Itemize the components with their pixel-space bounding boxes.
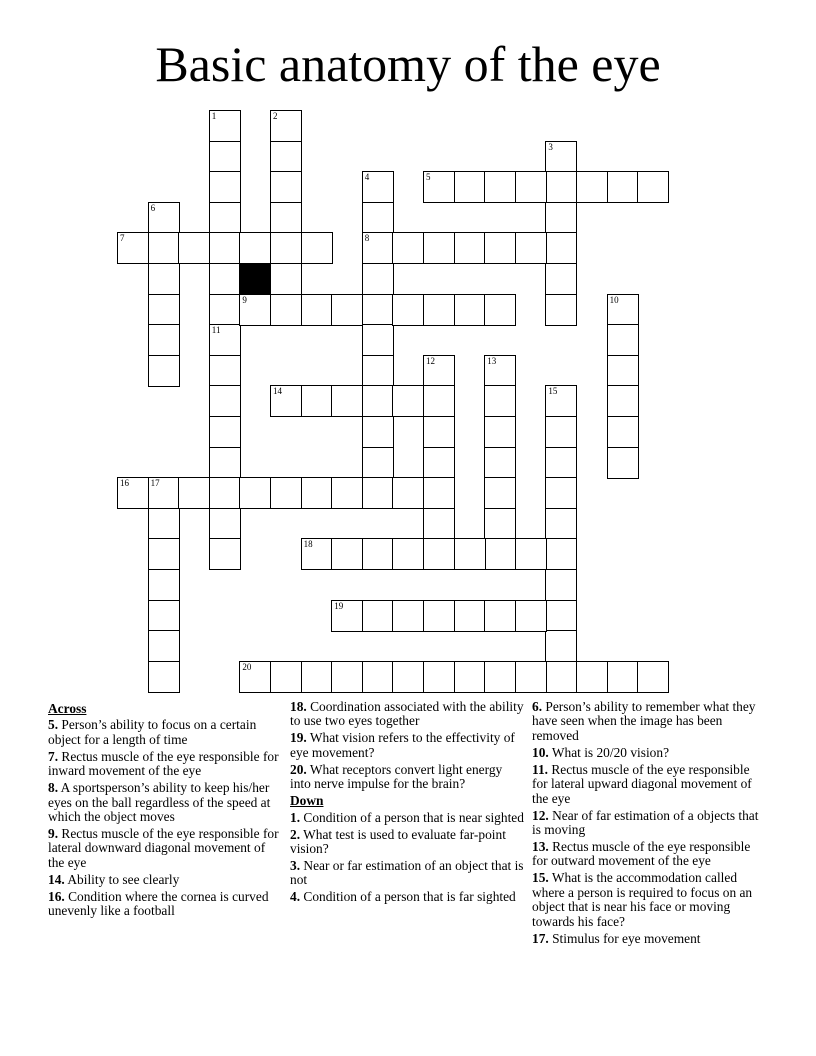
clue-number: 4. — [290, 889, 301, 905]
grid-cell[interactable] — [607, 416, 639, 448]
grid-cell[interactable] — [484, 508, 516, 540]
grid-cell[interactable] — [148, 355, 180, 387]
clue-number: 16. — [48, 888, 65, 904]
clue-text: Coordination associated with the ability to use two eyes together — [290, 699, 524, 729]
grid-cell[interactable] — [454, 232, 486, 264]
clue-item — [48, 781, 280, 824]
clue-text: Condition of a person that is far sighted — [300, 889, 516, 905]
clue-number: 6. — [532, 699, 543, 714]
grid-cell[interactable] — [209, 263, 241, 295]
grid-cell[interactable] — [545, 416, 577, 448]
grid-cell[interactable] — [148, 630, 180, 662]
clue-text: What is 20/20 vision? — [548, 744, 670, 760]
grid-cell[interactable] — [454, 171, 486, 203]
clue-text: What receptors convert light energy into nerve impulse for the brain? — [290, 761, 503, 792]
clue-item — [290, 763, 524, 792]
grid-cell[interactable] — [545, 630, 577, 662]
grid-cell[interactable] — [362, 171, 394, 203]
grid-cell[interactable] — [270, 141, 302, 173]
grid-cell[interactable] — [270, 263, 302, 295]
grid-cell[interactable] — [484, 416, 516, 448]
grid-cell[interactable] — [362, 416, 394, 448]
clue-number: 17. — [532, 930, 549, 946]
grid-cell[interactable] — [484, 538, 516, 570]
clue-number: 2. — [290, 826, 301, 842]
grid-cell[interactable] — [515, 232, 547, 264]
grid-cell[interactable] — [545, 141, 577, 173]
grid-cell[interactable] — [484, 385, 516, 417]
grid-cell[interactable] — [209, 141, 241, 173]
clue-number-label: 11 — [211, 325, 221, 336]
clue-text: Rectus muscle of the eye responsible for inward movement of the eye — [48, 748, 279, 779]
grid-cell[interactable] — [148, 294, 180, 326]
clue-number: 20. — [290, 761, 307, 777]
clue-item — [290, 859, 524, 888]
grid-cell[interactable] — [545, 447, 577, 479]
grid-cell[interactable] — [209, 324, 241, 356]
grid-cell[interactable] — [637, 661, 669, 693]
clue-column-1 — [48, 700, 280, 921]
clue-number: 14. — [48, 871, 65, 887]
clue-item — [48, 827, 280, 870]
clue-text: A sportsperson’s ability to keep his/her eyes on the ball regardless of the speed at which the object moves — [48, 780, 271, 825]
grid-cell[interactable] — [392, 600, 424, 632]
grid-cell[interactable] — [607, 324, 639, 356]
clue-number-label: 4 — [364, 172, 370, 183]
clue-item — [290, 890, 524, 904]
clue-text: Person’s ability to remember what they have seen when the image has been removed — [532, 699, 756, 743]
blocked-cell — [239, 263, 271, 295]
grid-cell[interactable] — [454, 661, 486, 693]
clue-number-label: 10 — [609, 294, 619, 305]
grid-cell[interactable] — [362, 232, 394, 264]
grid-cell[interactable] — [362, 294, 394, 326]
grid-cell[interactable] — [423, 294, 455, 326]
grid-cell[interactable] — [545, 477, 577, 509]
grid-cell[interactable] — [484, 232, 516, 264]
clue-number-label: 14 — [273, 386, 282, 397]
grid-cell[interactable] — [545, 294, 577, 326]
grid-cell[interactable] — [239, 477, 271, 509]
grid-cell[interactable] — [209, 202, 241, 234]
clue-number-label: 15 — [548, 386, 558, 397]
grid-cell[interactable] — [148, 232, 180, 264]
grid-cell[interactable] — [362, 477, 394, 509]
grid-cell[interactable] — [362, 385, 394, 417]
clue-column-2 — [290, 700, 524, 907]
grid-cell[interactable] — [270, 385, 302, 417]
grid-cell[interactable] — [484, 171, 516, 203]
grid-cell[interactable] — [270, 661, 302, 693]
grid-cell[interactable] — [545, 202, 577, 234]
grid-cell[interactable] — [270, 477, 302, 509]
clue-item — [48, 873, 280, 887]
grid-cell[interactable] — [484, 661, 516, 693]
clue-item — [532, 746, 768, 760]
clue-text: What vision refers to the effectivity of eye movement? — [290, 730, 515, 760]
grid-cell[interactable] — [362, 661, 394, 693]
grid-cell[interactable] — [178, 232, 210, 264]
grid-cell[interactable] — [301, 385, 333, 417]
down-heading: Down — [290, 793, 324, 809]
grid-cell[interactable] — [209, 110, 241, 142]
grid-cell[interactable] — [607, 355, 639, 387]
grid-cell[interactable] — [209, 538, 241, 570]
clue-text: Near of far estimation of a objects that is moving — [532, 807, 759, 838]
clue-number-label: 2 — [273, 111, 278, 121]
clue-item — [532, 840, 768, 869]
grid-cell[interactable] — [545, 569, 577, 601]
grid-cell[interactable] — [362, 324, 394, 356]
clue-item — [532, 932, 768, 946]
grid-cell[interactable] — [607, 294, 639, 326]
grid-cell[interactable] — [270, 202, 302, 234]
clue-item — [290, 731, 524, 760]
clue-number-label: 18 — [303, 539, 313, 550]
grid-cell[interactable] — [423, 385, 455, 417]
grid-cell[interactable] — [515, 538, 547, 570]
clue-number-label: 20 — [242, 661, 252, 672]
grid-cell[interactable] — [392, 538, 424, 570]
clue-number: 7. — [48, 748, 59, 764]
grid-cell[interactable] — [423, 447, 455, 479]
grid-cell[interactable] — [484, 294, 516, 326]
grid-cell[interactable] — [454, 294, 486, 326]
grid-cell[interactable] — [545, 508, 577, 540]
grid-cell[interactable] — [362, 355, 394, 387]
clue-item — [532, 809, 768, 838]
grid-cell[interactable] — [392, 232, 424, 264]
grid-cell[interactable] — [484, 447, 516, 479]
clue-text: Rectus muscle of the eye responsible for outward movement of the eye — [532, 839, 751, 869]
clue-number-label: 17 — [150, 478, 160, 489]
grid-cell[interactable] — [454, 538, 486, 570]
clue-item — [290, 828, 524, 857]
grid-cell[interactable] — [362, 263, 394, 295]
clue-text: Person’s ability to focus on a certain object for a length of time — [48, 717, 257, 747]
grid-cell[interactable] — [331, 477, 363, 509]
clue-number: 19. — [290, 730, 307, 746]
grid-cell[interactable] — [209, 171, 241, 203]
grid-cell[interactable] — [239, 232, 271, 264]
clue-text: Condition where the cornea is curved unevenly like a football — [48, 888, 269, 919]
clue-text: Rectus muscle of the eye responsible for lateral downward diagonal movement of the eye — [48, 826, 279, 870]
clue-item — [290, 811, 524, 825]
grid-cell[interactable] — [484, 477, 516, 509]
grid-cell[interactable] — [117, 232, 149, 264]
grid-cell[interactable] — [515, 600, 547, 632]
clue-number: 11. — [532, 761, 548, 777]
grid-cell[interactable] — [545, 232, 577, 264]
grid-cell[interactable] — [423, 477, 455, 509]
page-title: Basic anatomy of the eye — [155, 36, 661, 92]
grid-cell[interactable] — [209, 477, 241, 509]
grid-cell[interactable] — [270, 171, 302, 203]
grid-cell[interactable] — [148, 324, 180, 356]
grid-cell[interactable] — [117, 477, 149, 509]
grid-cell[interactable] — [209, 232, 241, 264]
clue-text: Near or far estimation of an object that is not — [290, 858, 524, 888]
grid-cell[interactable] — [484, 600, 516, 632]
clue-number-label: 3 — [548, 141, 553, 152]
grid-cell[interactable] — [209, 508, 241, 540]
grid-cell[interactable] — [331, 661, 363, 693]
grid-cell[interactable] — [423, 600, 455, 632]
grid-cell[interactable] — [209, 355, 241, 387]
grid-cell[interactable] — [209, 294, 241, 326]
grid-cell[interactable] — [362, 447, 394, 479]
grid-cell[interactable] — [148, 661, 180, 693]
grid-cell[interactable] — [392, 661, 424, 693]
clue-text: Stimulus for eye movement — [548, 930, 701, 946]
grid-cell[interactable] — [576, 171, 608, 203]
grid-cell[interactable] — [178, 477, 210, 509]
grid-cell[interactable] — [423, 508, 455, 540]
clue-number-label: 9 — [242, 294, 247, 305]
clue-item — [532, 871, 768, 929]
grid-cell[interactable] — [331, 538, 363, 570]
clue-item — [48, 750, 280, 779]
grid-cell[interactable] — [607, 447, 639, 479]
clue-number-label: 13 — [487, 355, 497, 366]
grid-cell[interactable] — [545, 600, 577, 632]
clue-number: 18. — [290, 699, 307, 714]
grid-cell[interactable] — [515, 661, 547, 693]
clue-number: 5. — [48, 717, 59, 733]
grid-cell[interactable] — [392, 385, 424, 417]
clue-number-label: 19 — [334, 600, 344, 611]
clue-number: 1. — [290, 809, 301, 825]
grid-cell[interactable] — [423, 538, 455, 570]
grid-cell[interactable] — [423, 661, 455, 693]
grid-cell[interactable] — [239, 661, 271, 693]
clue-text: What is the accommodation called where a person is required to focus on an object that is near his face or moving towards his face? — [532, 870, 753, 929]
grid-cell[interactable] — [607, 171, 639, 203]
grid-cell[interactable] — [270, 294, 302, 326]
clue-text: Condition of a person that is near sighted — [300, 809, 524, 825]
grid-cell[interactable] — [148, 538, 180, 570]
grid-cell[interactable] — [209, 385, 241, 417]
clue-number-label: 7 — [120, 233, 125, 244]
grid-cell[interactable] — [607, 661, 639, 693]
clue-item — [48, 890, 280, 919]
grid-cell[interactable] — [301, 661, 333, 693]
clue-number: 13. — [532, 839, 549, 855]
grid-cell[interactable] — [301, 538, 333, 570]
clue-number: 9. — [48, 826, 59, 842]
clue-number-label: 16 — [120, 478, 129, 489]
grid-cell[interactable] — [454, 600, 486, 632]
grid-cell[interactable] — [423, 232, 455, 264]
clue-number-label: 12 — [426, 355, 435, 366]
clue-number: 10. — [532, 744, 549, 760]
clue-number: 12. — [532, 807, 549, 823]
grid-cell[interactable] — [423, 416, 455, 448]
grid-cell[interactable] — [545, 263, 577, 295]
grid-cell[interactable] — [331, 294, 363, 326]
grid-cell[interactable] — [515, 171, 547, 203]
grid-cell[interactable] — [423, 355, 455, 387]
clue-item — [290, 700, 524, 729]
grid-cell[interactable] — [209, 416, 241, 448]
grid-cell[interactable] — [362, 600, 394, 632]
grid-cell[interactable] — [545, 538, 577, 570]
grid-cell[interactable] — [301, 294, 333, 326]
clue-item — [532, 763, 768, 806]
grid-cell[interactable] — [148, 202, 180, 234]
grid-cell[interactable] — [545, 661, 577, 693]
grid-cell[interactable] — [148, 569, 180, 601]
grid-cell[interactable] — [362, 538, 394, 570]
across-heading: Across — [48, 701, 87, 716]
grid-cell[interactable] — [484, 355, 516, 387]
clue-text: What test is used to evaluate far-point vision? — [290, 826, 506, 857]
grid-cell[interactable] — [239, 294, 271, 326]
grid-cell[interactable] — [423, 171, 455, 203]
grid-cell[interactable] — [637, 171, 669, 203]
clue-number-label: 5 — [426, 172, 431, 183]
grid-cell[interactable] — [576, 661, 608, 693]
clue-number-label: 8 — [364, 233, 370, 244]
grid-cell[interactable] — [362, 202, 394, 234]
clue-item — [48, 718, 280, 747]
grid-cell[interactable] — [392, 477, 424, 509]
clue-number-label: 1 — [211, 111, 217, 121]
clue-text: Ability to see clearly — [64, 871, 180, 887]
clue-number: 15. — [532, 870, 549, 886]
grid-cell[interactable] — [148, 600, 180, 632]
grid-cell[interactable] — [301, 232, 333, 264]
clue-number: 3. — [290, 858, 301, 874]
clue-number: 8. — [48, 780, 59, 796]
grid-cell[interactable] — [148, 508, 180, 540]
grid-cell[interactable] — [545, 171, 577, 203]
grid-cell[interactable] — [331, 385, 363, 417]
grid-cell[interactable] — [331, 600, 363, 632]
grid-cell[interactable] — [301, 477, 333, 509]
grid-cell[interactable] — [392, 294, 424, 326]
clue-column-3 — [532, 700, 768, 949]
grid-cell[interactable] — [270, 110, 302, 142]
clue-text: Rectus muscle of the eye responsible for lateral upward diagonal movement of the eye — [532, 761, 752, 806]
clue-number-label: 6 — [150, 202, 156, 213]
grid-cell[interactable] — [607, 385, 639, 417]
clue-item — [532, 700, 768, 743]
grid-cell[interactable] — [209, 447, 241, 479]
grid-cell[interactable] — [148, 263, 180, 295]
grid-cell[interactable] — [148, 477, 180, 509]
grid-cell[interactable] — [270, 232, 302, 264]
grid-cell[interactable] — [545, 385, 577, 417]
